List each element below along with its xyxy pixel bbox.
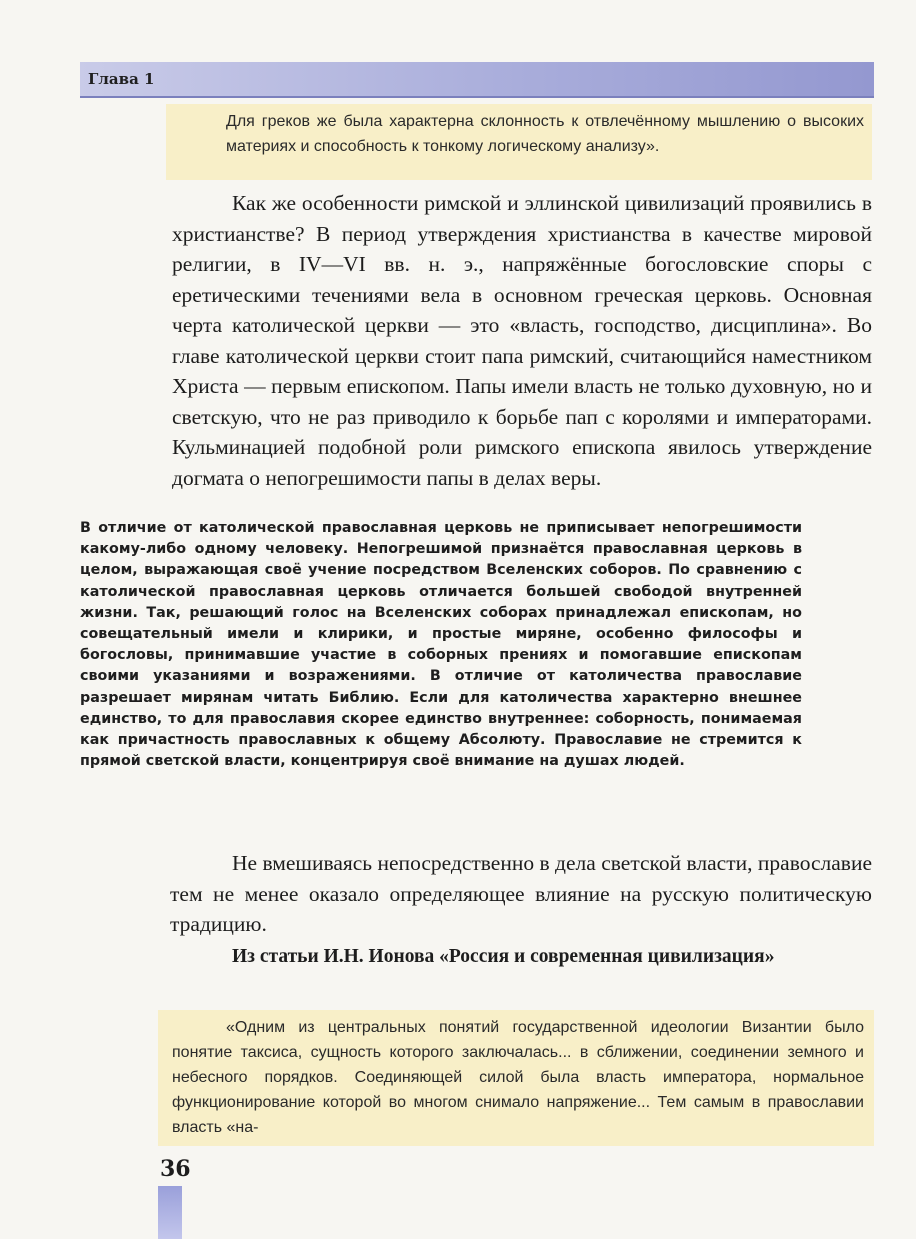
quote-box-top xyxy=(166,104,872,180)
main-paragraph-1: Как же особенности римской и эллинской цивилизаций проявились в христианстве? В период утверждения христианства в качестве мировой религии, в IV—VI вв. н. э., напряжённые богословские споры с еретическими течениями вела в основном греческая церковь. Основная черта католической церкви — это «власть, господство, дисциплина». Во главе католической церкви стоит папа римский, считающийся наместником Христа — первым епископом. Папы имели власть не только духовную, но и светскую, что не раз приводило к борьбе пап с королями и императорами. Кульминацией подобной роли римского епископа явилось утверждение догмата о непогрешимости папы в делах веры. xyxy=(172,191,872,490)
quote-bottom-text: «Одним из центральных понятий государственной идеологии Византии было понятие таксиса, сущность которого заключалась... в сближении, соединении земного и небесного порядков. Соединяющей силой была власть императора, нормальное функционирование которой во многом снимало напряжение... Тем самым в православии власть «на- xyxy=(172,1019,864,1136)
highlighted-bold-paragraph: В отличие от католической православная церковь не приписывает непогрешимости какому-либо одному человеку. Непогрешимой признаётся православная церковь в целом, выражающая своё учение посредством Вселенских соборов. По сравнению с католической православная церковь отличается большей свободой внутренней жизни. Так, решающий голос на Вселенских соборах принадлежал епископам, но совещательный имели и клирики, и простые миряне, особенно философы и богословы, принимавшие участие в соборных прениях и помогавшие епископам своими указаниями и возражениями. В отличие от католичества православие разрешает мирянам читать Библию. Если для католичества характерно внешнее единство, то для православия скорее единство внутреннее: соборность, понимаемая как причастность православных к общему Абсолюту. Православие не стремится к прямой светской власти, концентрируя своё внимание на душах людей. xyxy=(80,520,802,770)
page-number: 36 xyxy=(160,1156,191,1182)
margin-decoration-strip xyxy=(158,1186,182,1239)
quote-box-bottom xyxy=(158,1010,874,1146)
source-heading: Из статьи И.Н. Ионова «Россия и современная цивилизация» xyxy=(232,946,775,967)
chapter-header-bar xyxy=(80,62,874,98)
main-paragraph-2: Не вмешиваясь непосредственно в дела светской власти, православие тем не менее оказало определяющее влияние на русскую политическую традицию. xyxy=(170,851,872,936)
chapter-title: Глава 1 xyxy=(88,70,155,88)
quote-top-text: Для греков же была характерна склонность к отвлечённому мышлению о высоких материях и способность к тонкому логическому анализу». xyxy=(226,113,864,155)
